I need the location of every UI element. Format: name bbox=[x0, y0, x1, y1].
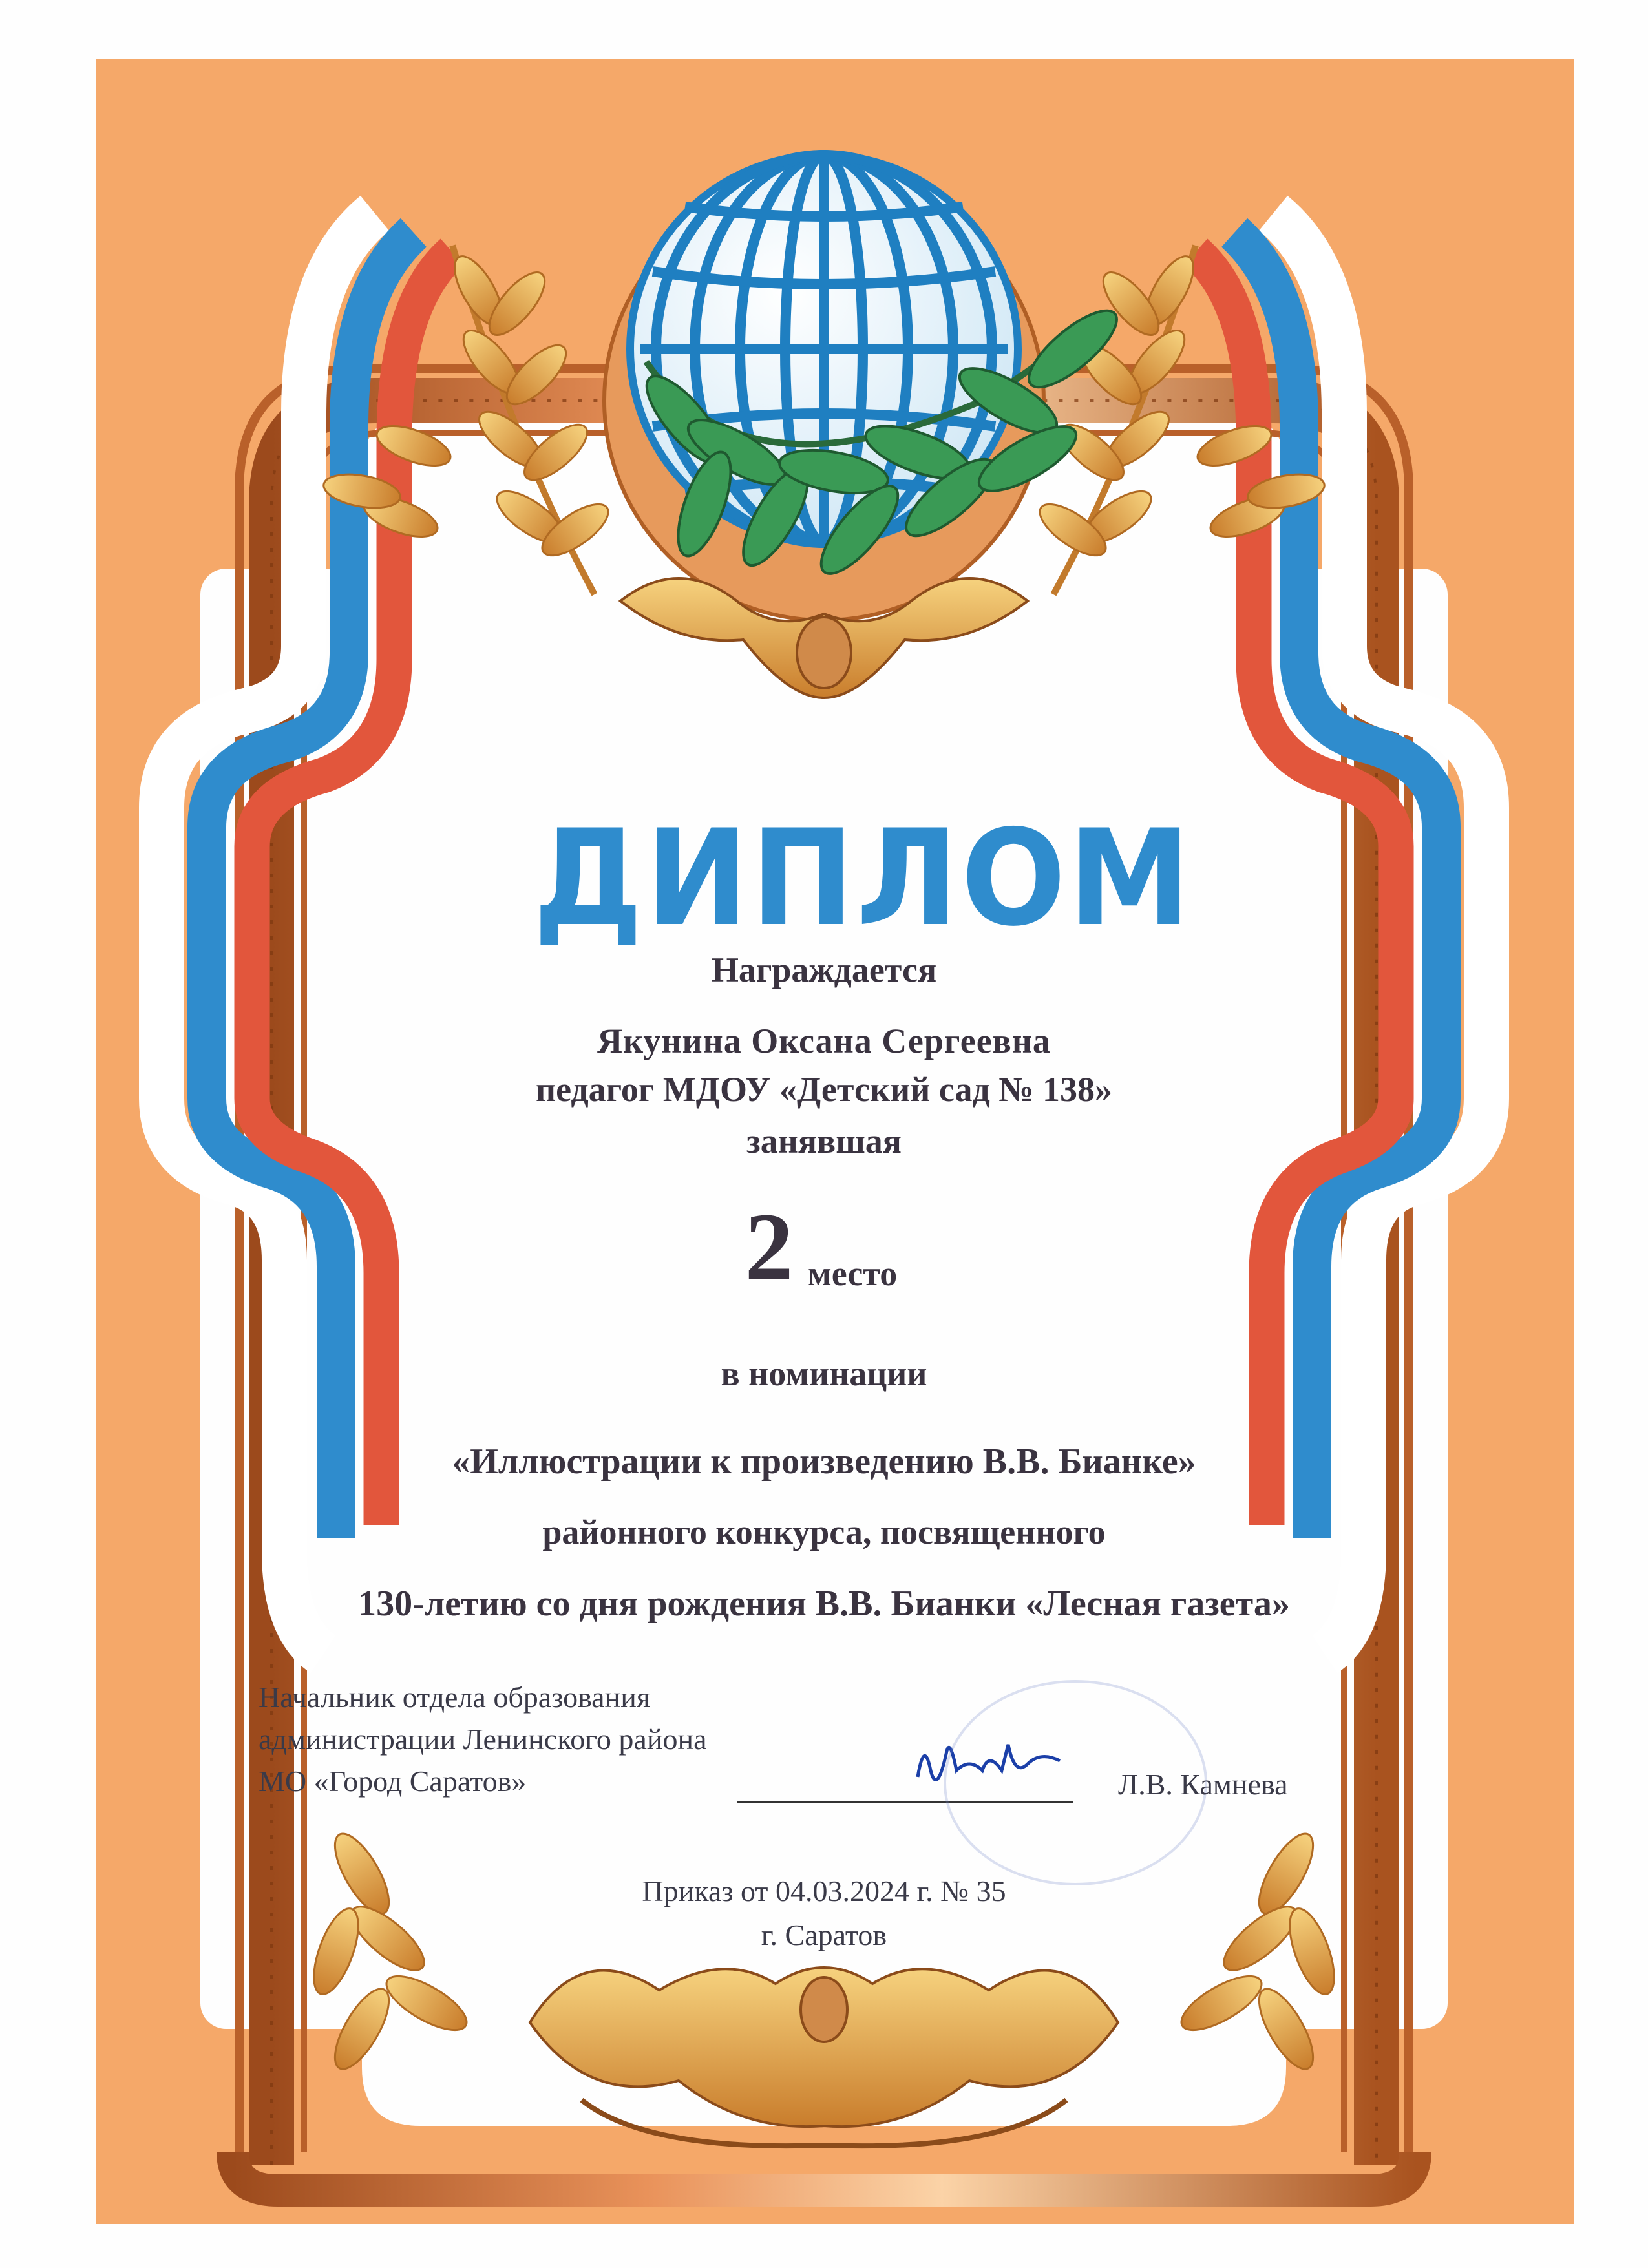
awarded-label: Награждается bbox=[711, 950, 937, 989]
signatory-name: Л.В. Камнева bbox=[1118, 1768, 1288, 1801]
bottom-ornament bbox=[530, 1968, 1118, 2146]
nomination-label: в номинации bbox=[721, 1354, 927, 1393]
recipient-name: Якунина Оксана Сергеевна bbox=[597, 1022, 1051, 1060]
contest-line-2: 130-летию со дня рождения В.В. Бианки «Лесная газета» bbox=[358, 1584, 1290, 1624]
signatory-line-3: МО «Город Саратов» bbox=[259, 1765, 527, 1798]
place-number: 2 bbox=[745, 1193, 794, 1301]
contest-line-1: районного конкурса, посвященного bbox=[542, 1513, 1106, 1551]
signatory-line-1: Начальник отдела образования bbox=[259, 1681, 650, 1714]
order-city: г. Саратов bbox=[761, 1918, 887, 1951]
order-line: Приказ от 04.03.2024 г. № 35 bbox=[642, 1874, 1006, 1907]
nomination-title: «Иллюстрации к произведению В.В. Бианке» bbox=[452, 1442, 1196, 1482]
recipient-position: педагог МДОУ «Детский сад № 138» bbox=[535, 1070, 1113, 1109]
signatory-line-2: администрации Ленинского района bbox=[259, 1723, 707, 1756]
diploma-title: ДИПЛОМ bbox=[533, 802, 1194, 956]
taken-label: занявшая bbox=[746, 1122, 902, 1160]
place-word: место bbox=[808, 1254, 898, 1293]
